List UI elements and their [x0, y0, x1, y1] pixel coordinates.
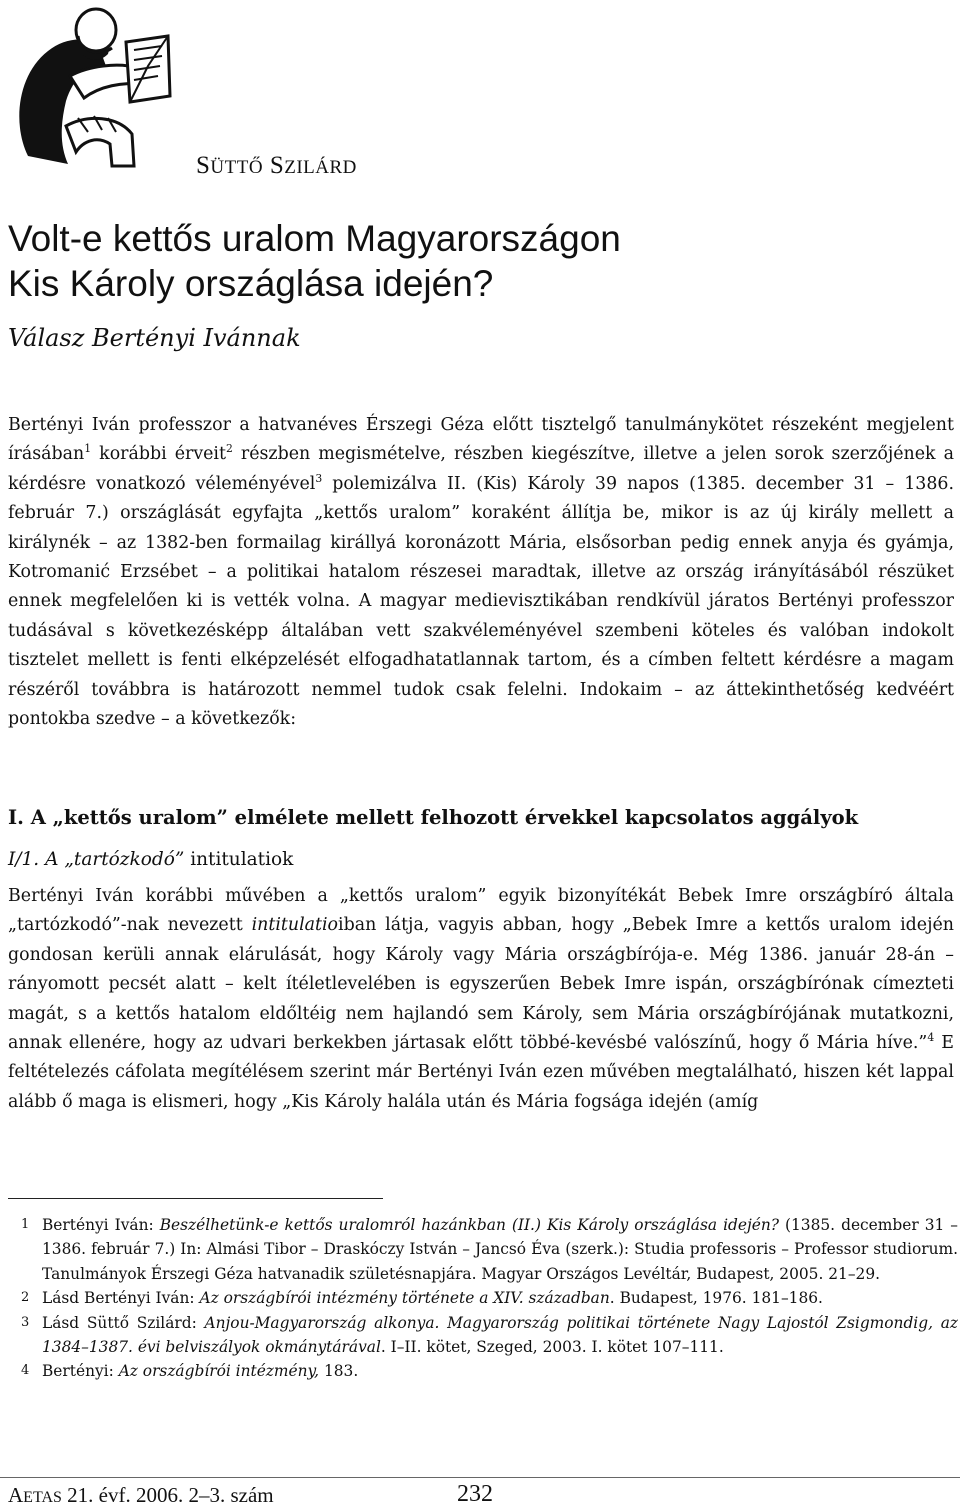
paragraph-text: Bertényi Iván professzor a hatvanéves Érszegi Géza előtt tisztelgő tanulmánykötet részeként megjelent írásában: [8, 415, 954, 465]
footnote-number: 1: [21, 1217, 30, 1232]
body-paragraph: [8, 411, 954, 734]
article-subtitle: Válasz Bertényi Ivánnak: [8, 324, 301, 352]
article-title: [8, 216, 621, 306]
footnote-item: [8, 1286, 958, 1310]
footnote-item: [8, 1213, 958, 1286]
paragraph-text: polemizálva II. (Kis) Károly 39 napos (1385. december 31 – 1386. február 7.) országlását egyfajta „kettős uralom” koraként állítja be, mikor is az új király mellett a királynék – az 1382-ben formailag királlyá koronázott Mária, elsősorban pedig ennek anyja és gyámja, Kotromanić Erzsébet – a politikai hatalom részesei maradtak, illetve az ország irányításából részüket ennek megfelelően ki is vették volna. A magyar medievisztikában rendkívül járatos Bertényi professzor tudásával s következésképp általában vett szakvéleményével szembeni köteles és valóban indokolt tisztelet mellett is fenti elképzelését elfogadhatatlannak tartom, és a címben feltett kérdésre a magam részéről továbbra is határozott nemmel tudok csak felelni. Indokaim – az áttekinthetőség kedvéért pontokba szedve – a következők:: [8, 473, 954, 730]
body-paragraph: [8, 882, 954, 1117]
footnote-number: 4: [21, 1363, 30, 1379]
footnote-text: (1385. december 31 – 1386. február 7.) In: Almási Tibor – Draskóczy István – Jancsó Éva (szerk.): Studia professoris – Professor studiorum. Tanulmányok Érszegi Géza hatvanadik születésnapjára. Magyar Országos Levéltár, Budapest, 2005. 21–29.: [42, 1216, 959, 1283]
title-line-1: Volt-e kettős uralom Magyarországon: [8, 218, 621, 259]
footnote-ref[interactable]: 3: [315, 472, 323, 486]
page-number: 232: [457, 1481, 493, 1507]
author-initial-1: S: [196, 152, 211, 179]
author-initial-2: S: [269, 152, 285, 179]
footnote-text: . I–II. kötet, Szeged, 2003. I. kötet 107–111.: [380, 1338, 724, 1357]
paragraph-text: iban látja, vagyis abban, hogy „Bebek Imre a kettős uralom idején gondosan kerüli annak elárulását, hogy Károly vagy Mária országbírója-e. Még 1386. január 28-án – rányomott pecsét alatt – kelt ítéletlevelében is egyszerűen Bebek Imre ispán, országbírónak címezteti magát, s a kettős hatalom eldőltéig nem hajlandó sem Károly, sem Mária országbírójának mutatkozni, annak ellenére, hogy az udvari berkekben jártasak előtt többé-kevésbé valószínű, hogy ő Mária híve.”: [8, 915, 954, 1054]
footnote-title: Anjou-Magyarország alkonya. Magyarország politikai története Nagy Lajostól Zsigmondig, az 1384–1387. évi belviszályok okmánytárával: [42, 1313, 958, 1357]
paragraph-italic: intitulatio: [251, 915, 339, 936]
author-rest-2: ZILÁRD: [284, 157, 357, 178]
footnote-title: Az országbírói intézmény,: [118, 1362, 320, 1381]
journal-initial: A: [8, 1483, 24, 1507]
footnote-text: Lásd Bertényi Iván:: [42, 1289, 200, 1308]
bearded-man-reading-logo-icon: [8, 6, 178, 171]
footnote-text: 183.: [319, 1362, 359, 1381]
footnote-text: Bertényi:: [42, 1362, 119, 1381]
journal-name-rest: ETAS: [23, 1489, 62, 1506]
paragraph-text: E feltételezés cáfolata megítélésem szerint már Bertényi Iván ezen művében megtalálható, hiszen két lappal alább ő maga is elismeri, hogy „Kis Károly halála után és Mária fogsága idején (amíg: [8, 1033, 954, 1112]
paragraph-text: korábbi érveit: [91, 444, 226, 465]
footnote-ref[interactable]: 1: [84, 442, 92, 456]
footnote-title: Az országbírói intézmény története a XIV. században: [199, 1289, 610, 1308]
journal-issue: 21. évf. 2006. 2–3. szám: [61, 1483, 274, 1507]
paragraph-text: Bertényi Iván korábbi művében a „kettős uralom” egyik bizonyítékát Bebek Imre országbíró általa „tartózkodó”-nak nevezett: [8, 886, 954, 936]
footnote-item: [8, 1311, 958, 1360]
footnote-text: . Budapest, 1976. 181–186.: [609, 1289, 823, 1308]
journal-footer: [8, 1483, 274, 1508]
footnote-item: [8, 1359, 958, 1383]
footnote-divider: [8, 1198, 383, 1199]
footnote-title: Beszélhetünk-e kettős uralomról hazánkban (II.) Kis Károly országlása idején?: [159, 1216, 779, 1234]
footer-divider: [0, 1477, 960, 1478]
author-name: [196, 152, 357, 180]
footnote-text: Bertényi Iván:: [42, 1216, 160, 1234]
subsection-heading: [8, 849, 293, 870]
subsection-heading-italic: I/1. A „tartózkodó”: [8, 849, 185, 870]
footnotes: [8, 1213, 958, 1384]
title-line-2: Kis Károly országlása idején?: [8, 263, 494, 304]
footnote-ref[interactable]: 2: [225, 442, 233, 456]
footnote-text: Lásd Süttő Szilárd:: [42, 1313, 205, 1332]
author-rest-1: ÜTTŐ: [210, 157, 264, 178]
footnote-ref[interactable]: 4: [927, 1031, 935, 1045]
paragraph-text: részben megismételve, részben kiegészítve, illetve a jelen sorok szerzőjének a kérdésre vonatkozó véleményével: [8, 444, 954, 494]
subsection-heading-rest: intitulatiok: [184, 849, 294, 870]
footnote-number: 2: [21, 1290, 30, 1306]
footnote-number: 3: [21, 1314, 30, 1330]
section-heading: I. A „kettős uralom” elmélete mellett felhozott érvekkel kapcsolatos aggályok: [8, 806, 859, 829]
